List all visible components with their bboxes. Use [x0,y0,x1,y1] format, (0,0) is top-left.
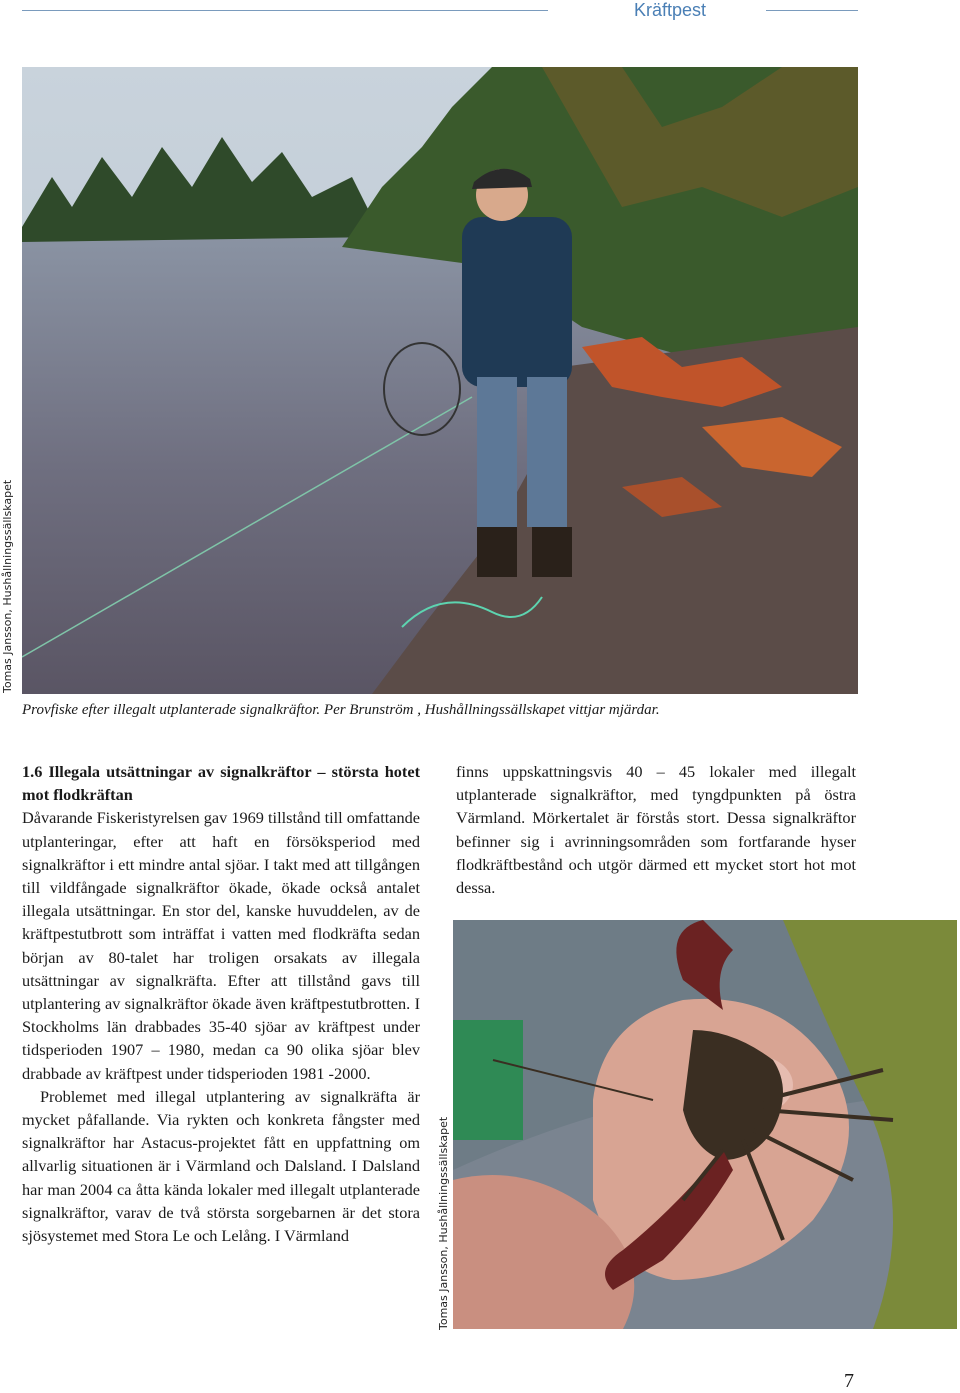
crayfish-photo [453,920,957,1329]
text-column-left [22,760,420,1247]
page-number: 7 [844,1370,854,1392]
header-rule-right [766,10,858,11]
section-heading: 1.6 Illegala utsättningar av signalkräftor – största hotet mot flodkräftan [22,762,420,805]
photo1-caption: Provfiske efter illegalt utplanterade signalkräftor. Per Brunström , Hushållningssällskapet vittjar mjärdar. [22,702,660,718]
lake-fishing-photo [22,67,858,694]
body-paragraph-3: finns uppskattningsvis 40 – 45 lokaler med illegalt utplanterade signalkräftor, med tyngdpunkten på östra Värmland. Mörkertalet är förstås stort. Dessa signalkräftor befinner sig i avrinningsområden som fortfarande hyser flodkräftbestånd och utgör därmed ett mycket stort hot mot dessa. [456,762,856,898]
photo2-credit: Tomas Jansson, Hushållningssällskapet [437,1116,450,1330]
header-rule-left [22,10,548,11]
body-paragraph-1: Dåvarande Fiskeristyrelsen gav 1969 tillstånd till omfattande utplanteringar, efter att haft en försöksperiod med signalkräftor i ett mindre antal sjöar. I takt med att tillgången till vildfångade signalkräftor ökade, ökade också antalet illegala utsättningar. En stor del, kanske huvuddelen, av de kräftpestutbrott som inträffat i vatten med flodkräfta sedan början av 80-talet har troligen orsakats av illegala utsättningar av signalkräfta. Efter att tillstånd gavs till utplantering av signalkräftor ökade även kräftpestutbrotten. I Stockholms län drabbades 35-40 sjöar av kräftpest under tidsperioden 1907 – 1980, medan ca 90 olika sjöar blev drabbade av kräftpest under tidsperioden 1981 -2000. [22,808,420,1083]
text-column-right [456,760,856,899]
running-header-title: Kräftpest [633,0,707,20]
body-paragraph-2: Problemet med illegal utplantering av signalkräfta är mycket påfallande. Via rykten och konkreta fångster med signalkräftor har Astacus-projektet fått en uppfattning om allvarlig situationen är i Värmland och Dalsland. I Dalsland har man 2004 ca åtta kända lokaler med illegalt utplanterade signalkräftor, varav de två största sorgebarnen är det stora sjösystemet med Stora Le och Lelång. I Värmland [22,1086,420,1246]
photo1-credit: Tomas Jansson, Hushållningssällskapet [1,479,14,693]
